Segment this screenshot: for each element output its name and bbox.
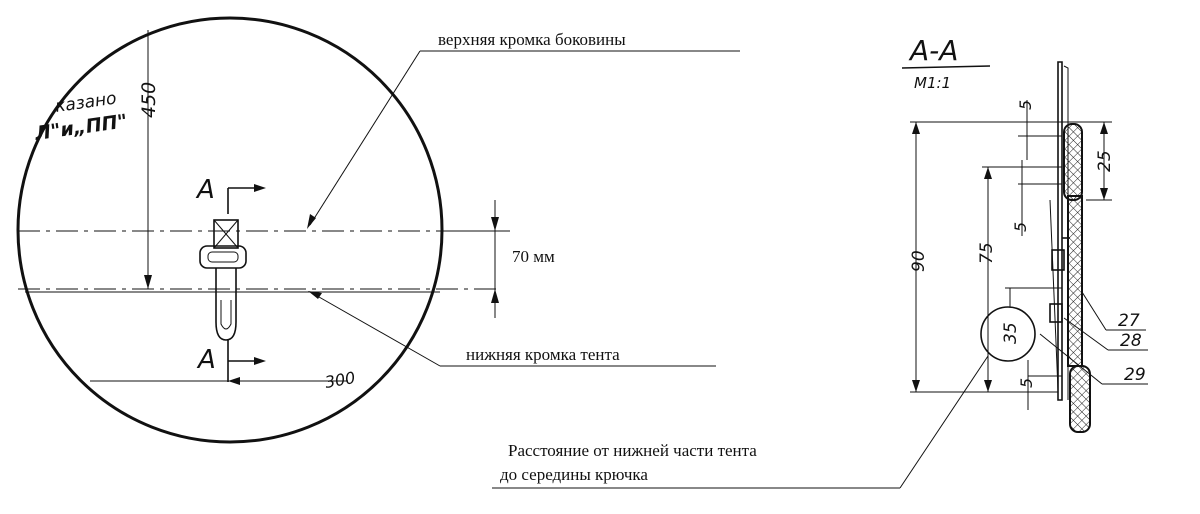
detail-view bbox=[18, 18, 740, 442]
dim-5-top-text: 5 bbox=[1016, 99, 1035, 110]
distance-leader bbox=[900, 356, 988, 488]
hook-part bbox=[200, 220, 246, 340]
dim-35-text: 35 bbox=[1001, 322, 1021, 344]
gap-label: 70 мм bbox=[512, 247, 555, 266]
dim-300-arrow bbox=[228, 377, 240, 385]
dim-25-text: 25 bbox=[1095, 150, 1115, 172]
distance-label-line1: Расстояние от нижней части тента bbox=[508, 441, 757, 460]
distance-label-line2: до середины крючка bbox=[500, 465, 648, 484]
section-scale: М1:1 bbox=[914, 74, 952, 92]
dim-70-arrow-top bbox=[491, 217, 499, 231]
top-edge-label: верхняя кромка боковины bbox=[438, 30, 626, 49]
note-line-1: казано bbox=[53, 88, 118, 117]
dim-5-mid-text: 5 bbox=[1011, 221, 1030, 232]
note-line-2: Л"и„ПП" bbox=[33, 110, 129, 145]
section-arrow-top-head bbox=[254, 184, 266, 192]
callout-27: 27 bbox=[1118, 311, 1140, 331]
dim-90-text: 90 bbox=[909, 250, 929, 272]
top-edge-leader-arrow bbox=[307, 214, 316, 229]
top-edge-leader bbox=[310, 51, 420, 225]
section-view bbox=[902, 34, 1148, 432]
dim-70-arrow-bottom bbox=[491, 289, 499, 303]
dim-75-text: 75 bbox=[977, 242, 997, 264]
section-arrow-bottom-head bbox=[254, 357, 266, 365]
dim-450-arrow bbox=[144, 275, 152, 289]
dim-5-bottom-text: 5 bbox=[1017, 377, 1036, 388]
section-title: А-А bbox=[910, 34, 959, 67]
dim-450-text: 450 bbox=[138, 81, 160, 118]
callout-28: 28 bbox=[1120, 331, 1142, 351]
section-mark-bottom: А bbox=[198, 345, 216, 375]
callout-29: 29 bbox=[1124, 365, 1146, 385]
dim-300-text: 300 bbox=[323, 367, 357, 392]
bottom-edge-label: нижняя кромка тента bbox=[466, 345, 620, 364]
section-mark-top: А bbox=[197, 175, 215, 205]
bottom-edge-leader bbox=[312, 293, 440, 366]
